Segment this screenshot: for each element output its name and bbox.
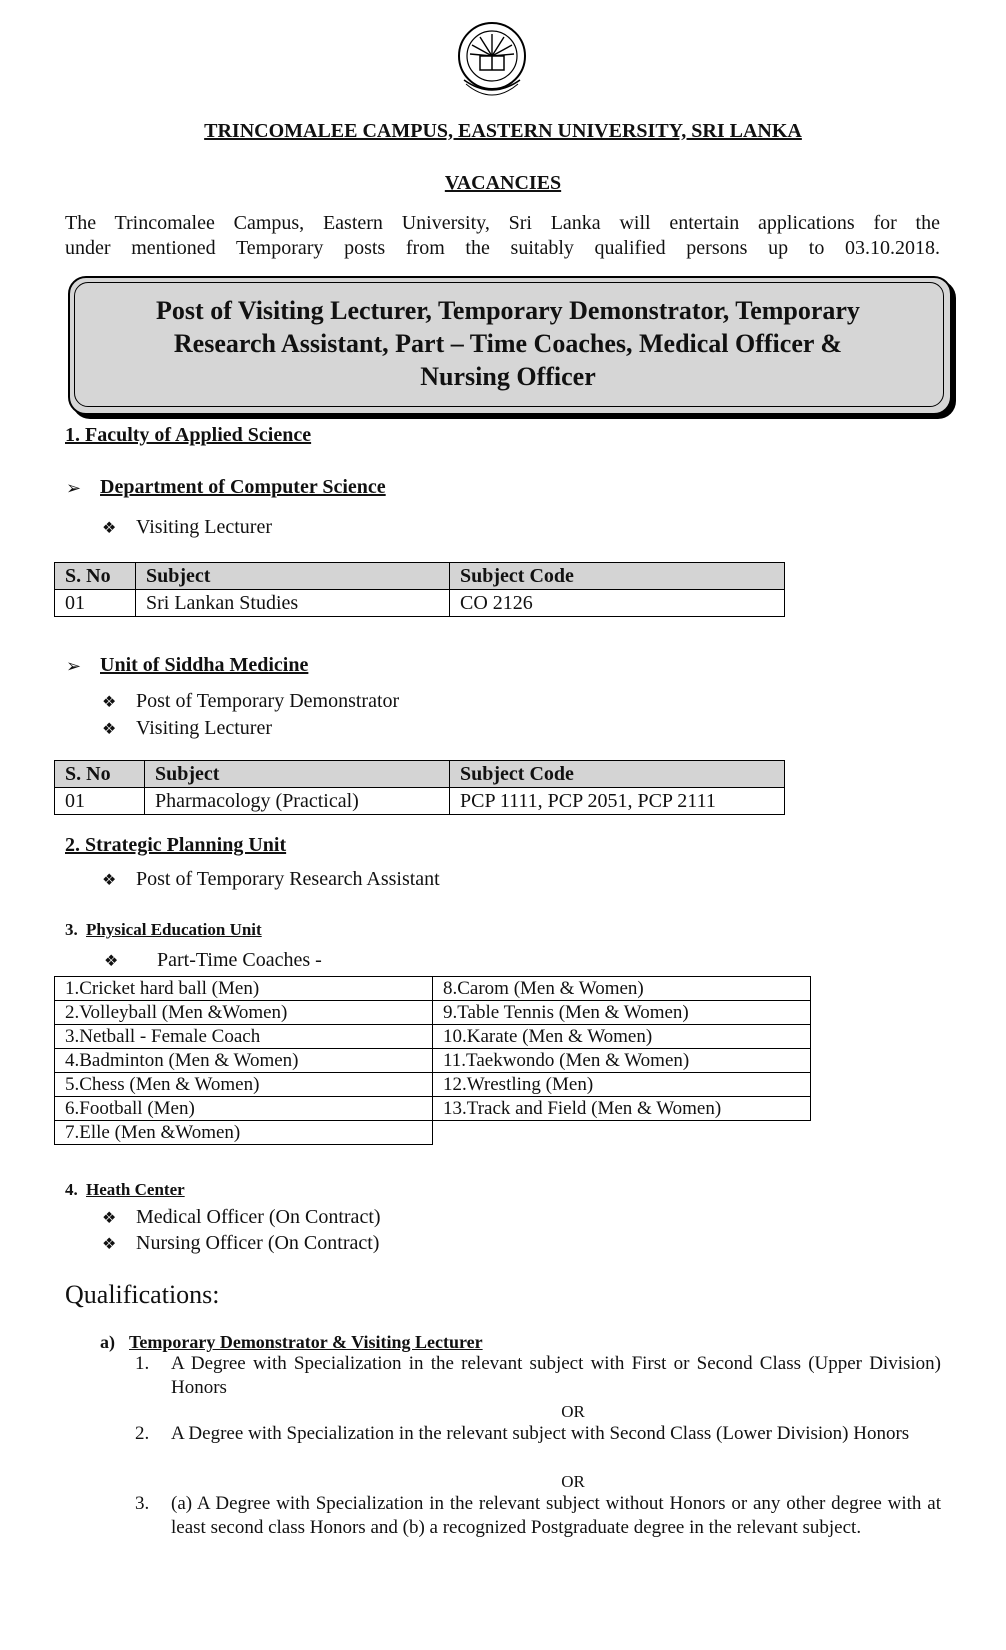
sport-cell: 10.Karate (Men & Women) bbox=[433, 1025, 811, 1049]
faculty-heading: 1. Faculty of Applied Science bbox=[65, 424, 312, 446]
qualification-a-heading bbox=[100, 1332, 483, 1353]
siddha-unit-heading: Unit of Siddha Medicine bbox=[100, 654, 309, 676]
list-item bbox=[135, 1492, 941, 1540]
cs-post-visiting-lecturer: Visiting Lecturer bbox=[136, 516, 272, 538]
list-item bbox=[135, 1352, 941, 1400]
diamond-bullet-icon: ❖ bbox=[102, 721, 117, 738]
arrow-bullet-icon: ➢ bbox=[66, 656, 82, 676]
siddha-post-visiting-lecturer: Visiting Lecturer bbox=[136, 717, 272, 739]
cell-subject-code: PCP 1111, PCP 2051, PCP 2111 bbox=[450, 788, 785, 815]
qualifications-heading: Qualifications: bbox=[65, 1280, 220, 1309]
institution-heading: TRINCOMALEE CAMPUS, EASTERN UNIVERSITY, SRI LANKA bbox=[204, 120, 802, 142]
table-row bbox=[55, 788, 785, 815]
table-header-row bbox=[55, 761, 785, 788]
sport-cell: 3.Netball - Female Coach bbox=[55, 1025, 433, 1049]
table-row bbox=[55, 590, 785, 617]
cell-sno: 01 bbox=[55, 788, 145, 815]
col-sno: S. No bbox=[55, 761, 145, 788]
health-post-nursing-officer: Nursing Officer (On Contract) bbox=[136, 1232, 380, 1254]
banner-line-2: Research Assistant, Part – Time Coaches, Medical Officer & bbox=[173, 329, 843, 358]
item-number: 1. bbox=[135, 1353, 150, 1374]
health-center-heading: Heath Center bbox=[86, 1180, 185, 1199]
banner-line-3: Nursing Officer bbox=[420, 362, 596, 391]
list-item bbox=[135, 1422, 941, 1446]
sport-cell: 12.Wrestling (Men) bbox=[433, 1073, 811, 1097]
sport-cell: 7.Elle (Men &Women) bbox=[55, 1121, 433, 1145]
qualification-a-label: a) bbox=[100, 1332, 115, 1352]
pe-post-part-time-coaches: Part-Time Coaches - bbox=[157, 949, 322, 971]
vacancies-heading: VACANCIES bbox=[444, 172, 562, 194]
table-row bbox=[55, 1001, 811, 1025]
table-row bbox=[55, 1049, 811, 1073]
cell-subject-code: CO 2126 bbox=[450, 590, 785, 617]
col-sno: S. No bbox=[55, 563, 136, 590]
or-separator: OR bbox=[561, 1472, 585, 1491]
sport-cell: 4.Badminton (Men & Women) bbox=[55, 1049, 433, 1073]
siddha-post-demonstrator: Post of Temporary Demonstrator bbox=[136, 690, 400, 712]
or-separator: OR bbox=[561, 1402, 585, 1421]
diamond-bullet-icon: ❖ bbox=[102, 872, 117, 889]
dept-computer-science-heading: Department of Computer Science bbox=[100, 476, 386, 498]
cell-subject: Pharmacology (Practical) bbox=[145, 788, 450, 815]
planning-post-research-assistant: Post of Temporary Research Assistant bbox=[136, 868, 440, 890]
cell-subject: Sri Lankan Studies bbox=[136, 590, 450, 617]
table-row bbox=[55, 1025, 811, 1049]
table-row bbox=[55, 1121, 811, 1145]
table-row bbox=[55, 1097, 811, 1121]
health-post-medical-officer: Medical Officer (On Contract) bbox=[136, 1206, 381, 1228]
health-section-number: 4. bbox=[65, 1180, 78, 1199]
posts-banner-title bbox=[90, 294, 926, 393]
sport-cell: 2.Volleyball (Men &Women) bbox=[55, 1001, 433, 1025]
pe-unit-heading: Physical Education Unit bbox=[86, 920, 262, 939]
diamond-bullet-icon: ❖ bbox=[102, 1210, 117, 1227]
banner-line-1: Post of Visiting Lecturer, Temporary Demonstrator, Temporary bbox=[156, 296, 860, 325]
item-number: 3. bbox=[135, 1493, 150, 1514]
col-subject-code: Subject Code bbox=[450, 761, 785, 788]
sport-cell: 6.Football (Men) bbox=[55, 1097, 433, 1121]
university-seal-logo bbox=[452, 18, 532, 108]
sport-cell: 1.Cricket hard ball (Men) bbox=[55, 977, 433, 1001]
sport-cell: 13.Track and Field (Men & Women) bbox=[433, 1097, 811, 1121]
diamond-bullet-icon: ❖ bbox=[104, 953, 119, 970]
sport-cell: 9.Table Tennis (Men & Women) bbox=[433, 1001, 811, 1025]
item-text: (a) A Degree with Specialization in the relevant subject without Honors or any other degree with at least second class Honors and (b) a recognized Postgraduate degree in the relevant subject. bbox=[171, 1493, 941, 1538]
item-text: A Degree with Specialization in the relevant subject with First or Second Class (Upper Division) Honors bbox=[171, 1353, 941, 1398]
sport-cell: 11.Taekwondo (Men & Women) bbox=[433, 1049, 811, 1073]
diamond-bullet-icon: ❖ bbox=[102, 520, 117, 537]
table-row bbox=[55, 1073, 811, 1097]
planning-unit-heading: 2. Strategic Planning Unit bbox=[65, 834, 287, 856]
table-row bbox=[55, 977, 811, 1001]
sport-cell: 5.Chess (Men & Women) bbox=[55, 1073, 433, 1097]
siddha-subject-table bbox=[54, 760, 785, 815]
table-header-row bbox=[55, 563, 785, 590]
sports-coaches-table bbox=[54, 976, 811, 1145]
col-subject: Subject bbox=[136, 563, 450, 590]
item-text: A Degree with Specialization in the relevant subject with Second Class (Lower Division) Honors bbox=[171, 1423, 910, 1444]
item-number: 2. bbox=[135, 1423, 150, 1444]
col-subject: Subject bbox=[145, 761, 450, 788]
diamond-bullet-icon: ❖ bbox=[102, 694, 117, 711]
cs-subject-table bbox=[54, 562, 785, 617]
intro-line-1: The Trincomalee Campus, Eastern University, Sri Lanka will entertain applications for the bbox=[65, 212, 940, 234]
arrow-bullet-icon: ➢ bbox=[66, 478, 82, 498]
pe-section-number: 3. bbox=[65, 920, 78, 939]
cell-sno: 01 bbox=[55, 590, 136, 617]
intro-line-2: under mentioned Temporary posts from the suitably qualified persons up to 03.10.2018. bbox=[65, 237, 940, 259]
qualification-a-title: Temporary Demonstrator & Visiting Lecturer bbox=[129, 1332, 483, 1352]
col-subject-code: Subject Code bbox=[450, 563, 785, 590]
diamond-bullet-icon: ❖ bbox=[102, 1236, 117, 1253]
empty-cell bbox=[433, 1121, 811, 1145]
sport-cell: 8.Carom (Men & Women) bbox=[433, 977, 811, 1001]
